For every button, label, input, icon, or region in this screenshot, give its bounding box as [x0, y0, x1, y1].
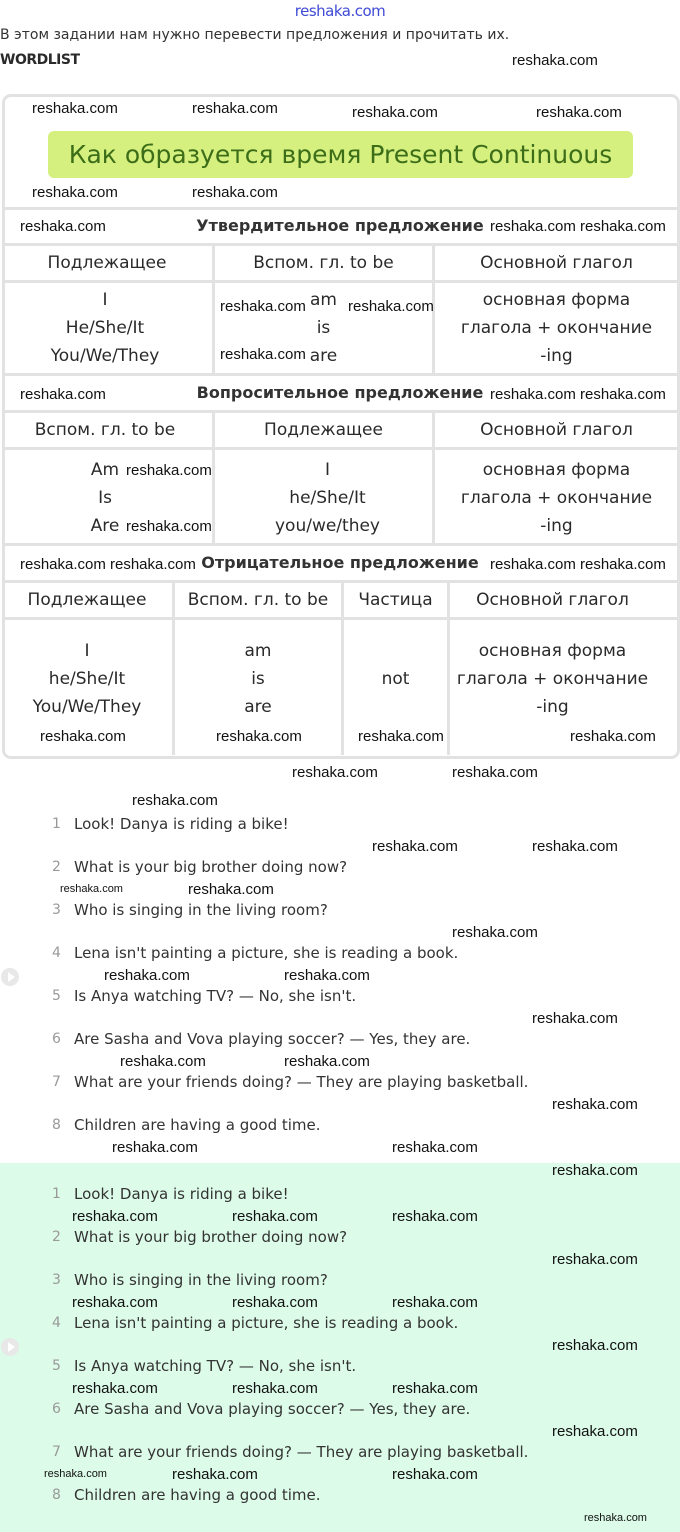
- header-cell: Подлежащее: [264, 420, 383, 440]
- subject: I: [84, 641, 90, 661]
- watermark: reshaka.com: [72, 1380, 158, 1397]
- sentence: Children are having a good time.: [74, 1486, 321, 1504]
- subject: You/We/They: [32, 697, 142, 717]
- aux: am: [244, 641, 272, 661]
- watermark: reshaka.com: [452, 924, 538, 941]
- verb: -ing: [540, 516, 573, 536]
- watermark: reshaka.com: [292, 764, 378, 781]
- header-cell: Подлежащее: [47, 253, 167, 273]
- sentence: Who is singing in the living room?: [74, 1271, 328, 1289]
- sentence-number: 7: [52, 1444, 61, 1460]
- cell: [2, 637, 172, 721]
- watermark: reshaka.com: [72, 1208, 158, 1225]
- subject: he/She/It: [289, 488, 366, 508]
- sentence-number: 2: [52, 859, 61, 875]
- aux: are: [244, 697, 272, 717]
- header-cell: Вспом. гл. to be: [187, 590, 329, 610]
- watermark: reshaka.com: [536, 104, 622, 121]
- watermark: reshaka.com: [220, 346, 306, 363]
- affirmative-heading: Утвердительное предложение: [196, 216, 484, 235]
- watermark: reshaka.com: [580, 556, 666, 573]
- cell: [215, 456, 440, 540]
- sentence: Who is singing in the living room?: [74, 901, 328, 919]
- watermark: reshaka.com: [192, 184, 278, 201]
- play-icon[interactable]: [1, 1338, 19, 1356]
- sentence-number: 4: [52, 945, 61, 961]
- watermark: reshaka.com: [20, 218, 106, 235]
- sentence: Is Anya watching TV? — No, she isn't.: [74, 1357, 357, 1375]
- aux: is: [251, 669, 265, 689]
- sentence: Look! Danya is riding a bike!: [74, 815, 289, 833]
- verb: глагола + окончание: [460, 488, 653, 508]
- sentence: What is your big brother doing now?: [74, 858, 348, 876]
- sentence-number: 2: [52, 1229, 61, 1245]
- verb: основная форма: [482, 460, 631, 480]
- site-logo[interactable]: reshaka.com: [294, 2, 386, 20]
- watermark: reshaka.com: [20, 386, 106, 403]
- divider: [2, 280, 678, 283]
- sentence: Are Sasha and Vova playing soccer? — Yes, they are.: [74, 1030, 471, 1048]
- watermark: reshaka.com: [392, 1294, 478, 1311]
- verb: глагола + окончание: [456, 669, 649, 689]
- watermark: reshaka.com: [132, 792, 218, 809]
- watermark: reshaka.com: [348, 298, 434, 315]
- sentence-number: 8: [52, 1487, 61, 1503]
- subject: He/She/It: [65, 318, 145, 338]
- watermark: reshaka.com: [192, 100, 278, 117]
- wordlist-label: WORDLIST: [0, 52, 80, 68]
- watermark: reshaka.com: [188, 881, 274, 898]
- watermark: reshaka.com: [72, 1294, 158, 1311]
- watermark: reshaka.com: [552, 1162, 638, 1179]
- aux: is: [316, 318, 331, 338]
- watermark: reshaka.com: [352, 104, 438, 121]
- watermark: reshaka.com: [110, 556, 196, 573]
- sentence-number: 4: [52, 1315, 61, 1331]
- divider: [2, 580, 678, 583]
- header-cell: Основной глагол: [480, 253, 633, 273]
- watermark: reshaka.com: [358, 728, 444, 745]
- watermark: reshaka.com: [570, 728, 656, 745]
- verb: -ing: [536, 697, 569, 717]
- watermark: reshaka.com: [20, 556, 106, 573]
- sentence: Lena isn't painting a picture, she is reading a book.: [74, 1314, 459, 1332]
- table-title: Как образуется время Present Continuous: [48, 131, 633, 178]
- watermark: reshaka.com: [232, 1294, 318, 1311]
- sentence: Are Sasha and Vova playing soccer? — Yes, they are.: [74, 1400, 471, 1418]
- cell: [435, 286, 678, 370]
- header-cell: Основной глагол: [480, 420, 633, 440]
- sentence-number: 5: [52, 988, 61, 1004]
- watermark: reshaka.com: [232, 1208, 318, 1225]
- watermark: reshaka.com: [372, 838, 458, 855]
- divider: [2, 543, 678, 546]
- particle: not: [381, 669, 410, 689]
- divider: [2, 207, 678, 210]
- watermark: reshaka.com: [532, 838, 618, 855]
- watermark: reshaka.com: [552, 1423, 638, 1440]
- watermark: reshaka.com: [126, 518, 212, 535]
- sentence-number: 3: [52, 1272, 61, 1288]
- verb: основная форма: [478, 641, 627, 661]
- sentence-number: 6: [52, 1031, 61, 1047]
- subject: I: [324, 460, 330, 480]
- verb: -ing: [540, 346, 573, 366]
- verb: основная форма: [482, 290, 631, 310]
- watermark: reshaka.com: [172, 1466, 258, 1483]
- watermark: reshaka.com: [552, 1337, 638, 1354]
- watermark: reshaka.com: [512, 52, 598, 69]
- header-cell: Вспом. гл. to be: [34, 420, 176, 440]
- header-cell: Частица: [358, 590, 433, 610]
- cell: [2, 286, 208, 370]
- watermark: reshaka.com: [232, 1380, 318, 1397]
- sentence: What are your friends doing? — They are playing basketball.: [74, 1443, 529, 1461]
- divider: [2, 617, 678, 620]
- watermark: reshaka.com: [490, 218, 576, 235]
- watermark: reshaka.com: [32, 100, 118, 117]
- watermark: reshaka.com: [220, 298, 306, 315]
- sentence: Children are having a good time.: [74, 1116, 321, 1134]
- subject: he/She/It: [48, 669, 126, 689]
- aux: are: [309, 346, 338, 366]
- watermark: reshaka.com: [392, 1380, 478, 1397]
- sentence: Look! Danya is riding a bike!: [74, 1185, 289, 1203]
- divider: [2, 447, 678, 450]
- watermark: reshaka.com: [532, 1010, 618, 1027]
- sentence-number: 1: [52, 1186, 61, 1202]
- watermark: reshaka.com: [392, 1466, 478, 1483]
- watermark: reshaka.com: [216, 728, 302, 745]
- header-cell: Основной глагол: [476, 590, 629, 610]
- watermark: reshaka.com: [392, 1139, 478, 1156]
- cell: [450, 637, 655, 721]
- watermark: reshaka.com: [490, 556, 576, 573]
- watermark: reshaka.com: [552, 1096, 638, 1113]
- header-cell: Подлежащее: [27, 590, 147, 610]
- sentence: Lena isn't painting a picture, she is reading a book.: [74, 944, 459, 962]
- cell: [175, 637, 341, 721]
- watermark: reshaka.com: [40, 728, 126, 745]
- aux: Are: [90, 516, 120, 536]
- sentence-number: 1: [52, 816, 61, 832]
- watermark: reshaka.com: [60, 883, 123, 895]
- aux: Am: [90, 460, 120, 480]
- watermark: reshaka.com: [44, 1468, 107, 1480]
- cell: [435, 456, 678, 540]
- sentence-number: 7: [52, 1074, 61, 1090]
- watermark: reshaka.com: [284, 1053, 370, 1070]
- watermark: reshaka.com: [552, 1251, 638, 1268]
- watermark: reshaka.com: [126, 462, 212, 479]
- intro-text: В этом задании нам нужно перевести предложения и прочитать их.: [0, 27, 510, 43]
- sentence-number: 8: [52, 1117, 61, 1133]
- aux: Is: [98, 488, 112, 508]
- watermark: reshaka.com: [112, 1139, 198, 1156]
- sentence: What are your friends doing? — They are playing basketball.: [74, 1073, 529, 1091]
- subject: You/We/They: [50, 346, 160, 366]
- watermark: reshaka.com: [284, 967, 370, 984]
- sentence-number: 6: [52, 1401, 61, 1417]
- watermark: reshaka.com: [490, 386, 576, 403]
- watermark: reshaka.com: [580, 218, 666, 235]
- subject: you/we/they: [274, 516, 380, 536]
- watermark: reshaka.com: [584, 1512, 647, 1524]
- negative-heading: Отрицательное предложение: [201, 553, 479, 572]
- watermark: reshaka.com: [32, 184, 118, 201]
- watermark: reshaka.com: [392, 1208, 478, 1225]
- aux: am: [310, 290, 337, 310]
- sentence: What is your big brother doing now?: [74, 1228, 348, 1246]
- divider: [2, 373, 678, 376]
- question-heading: Вопросительное предложение: [196, 383, 484, 402]
- subject: I: [102, 290, 108, 310]
- verb: глагола + окончание: [460, 318, 653, 338]
- watermark: reshaka.com: [120, 1053, 206, 1070]
- watermark: reshaka.com: [104, 967, 190, 984]
- header-cell: Вспом. гл. to be: [253, 253, 394, 273]
- divider: [2, 243, 678, 246]
- divider: [2, 410, 678, 413]
- sentence: Is Anya watching TV? — No, she isn't.: [74, 987, 357, 1005]
- sentence-number: 3: [52, 902, 61, 918]
- watermark: reshaka.com: [580, 386, 666, 403]
- play-icon[interactable]: [1, 968, 19, 986]
- sentence-number: 5: [52, 1358, 61, 1374]
- watermark: reshaka.com: [452, 764, 538, 781]
